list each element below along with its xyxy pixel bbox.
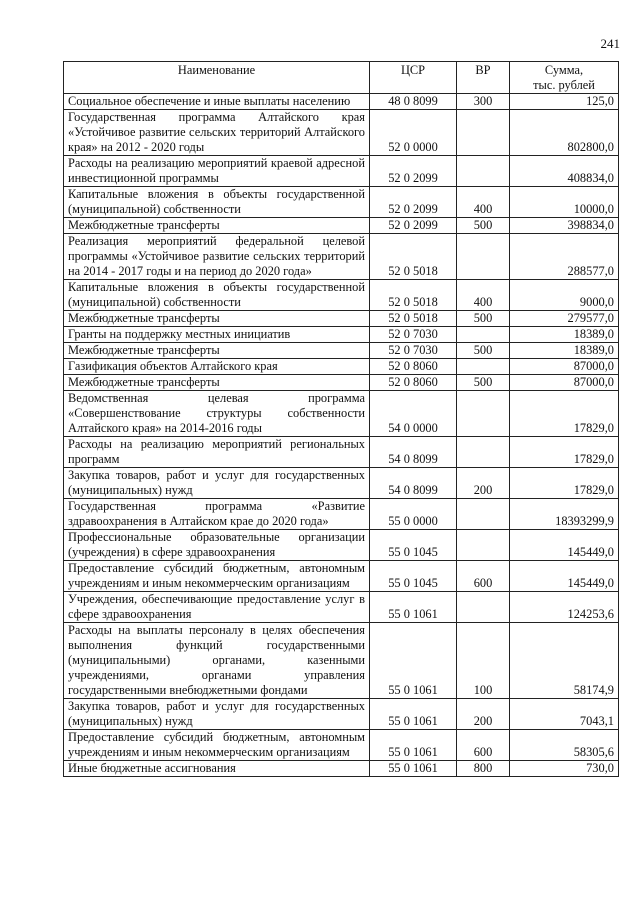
row-csr: 54 0 8099 [370,437,457,468]
row-sum: 730,0 [510,761,619,777]
row-name: Капитальные вложения в объекты государственной (муниципальной) собственности [64,187,370,218]
row-name: Ведомственная целевая программа «Совершенствование структуры собственности Алтайского края» на 2014-2016 годы [64,391,370,437]
table-row [64,311,619,327]
table-row [64,530,619,561]
row-name: Межбюджетные трансферты [64,311,370,327]
row-csr: 54 0 0000 [370,391,457,437]
row-sum: 398834,0 [510,218,619,234]
row-sum: 408834,0 [510,156,619,187]
row-name: Предоставление субсидий бюджетным, автономным учреждениям и иным некоммерческим организациям [64,561,370,592]
table-row [64,234,619,280]
row-sum: 9000,0 [510,280,619,311]
row-name: Капитальные вложения в объекты государственной (муниципальной) собственности [64,280,370,311]
row-name: Гранты на поддержку местных инициатив [64,327,370,343]
row-sum: 124253,6 [510,592,619,623]
row-name: Расходы на реализацию мероприятий краевой адресной инвестиционной программы [64,156,370,187]
row-sum: 58305,6 [510,730,619,761]
table-row [64,327,619,343]
row-name: Межбюджетные трансферты [64,343,370,359]
row-vr: 600 [457,730,510,761]
row-sum: 87000,0 [510,375,619,391]
row-vr: 400 [457,280,510,311]
row-vr [457,592,510,623]
row-vr: 200 [457,699,510,730]
row-csr: 52 0 5018 [370,311,457,327]
row-vr [457,499,510,530]
table-row [64,94,619,110]
row-sum: 7043,1 [510,699,619,730]
row-vr [457,110,510,156]
table-row [64,761,619,777]
header-sum-line2: тыс. рублей [533,78,595,92]
row-vr [457,437,510,468]
row-vr [457,530,510,561]
row-csr: 55 0 1061 [370,730,457,761]
row-sum: 17829,0 [510,391,619,437]
row-sum: 18393299,9 [510,499,619,530]
header-csr: ЦСР [370,62,457,94]
row-csr: 52 0 2099 [370,156,457,187]
table-header-row [64,62,619,94]
row-vr [457,156,510,187]
row-sum: 279577,0 [510,311,619,327]
row-csr: 52 0 2099 [370,187,457,218]
row-name: Предоставление субсидий бюджетным, автономным учреждениям и иным некоммерческим организациям [64,730,370,761]
table-row [64,280,619,311]
row-csr: 52 0 7030 [370,343,457,359]
table-body [64,94,619,777]
row-sum: 288577,0 [510,234,619,280]
row-sum: 58174,9 [510,623,619,699]
row-csr: 55 0 1045 [370,561,457,592]
row-sum: 10000,0 [510,187,619,218]
header-sum-line1: Сумма, [544,63,584,77]
table-row [64,187,619,218]
row-sum: 18389,0 [510,327,619,343]
table-row [64,156,619,187]
table-row [64,623,619,699]
table-row [64,391,619,437]
page-number: 241 [600,36,620,51]
row-csr: 55 0 1061 [370,699,457,730]
row-sum: 17829,0 [510,468,619,499]
row-vr: 500 [457,311,510,327]
row-csr: 55 0 1061 [370,592,457,623]
row-vr [457,234,510,280]
table-row [64,110,619,156]
row-name: Реализация мероприятий федеральной целевой программы «Устойчивое развитие сельских территорий на 2014 - 2017 годы и на период до 2020 года» [64,234,370,280]
row-vr: 500 [457,375,510,391]
header-sum [510,62,619,94]
row-csr: 52 0 5018 [370,280,457,311]
row-name: Газификация объектов Алтайского края [64,359,370,375]
row-name: Профессиональные образовательные организации (учреждения) в сфере здравоохранения [64,530,370,561]
row-csr: 55 0 1061 [370,761,457,777]
table-row [64,699,619,730]
table-row [64,218,619,234]
row-vr: 500 [457,218,510,234]
row-vr: 100 [457,623,510,699]
row-sum: 17829,0 [510,437,619,468]
row-sum: 18389,0 [510,343,619,359]
table-row [64,468,619,499]
row-csr: 54 0 8099 [370,468,457,499]
row-name: Закупка товаров, работ и услуг для государственных (муниципальных) нужд [64,468,370,499]
header-vr: ВР [457,62,510,94]
table-row [64,592,619,623]
row-csr: 55 0 1045 [370,530,457,561]
table-row [64,561,619,592]
row-vr: 500 [457,343,510,359]
row-csr: 52 0 8060 [370,359,457,375]
row-name: Закупка товаров, работ и услуг для государственных (муниципальных) нужд [64,699,370,730]
row-csr: 52 0 8060 [370,375,457,391]
row-vr: 200 [457,468,510,499]
row-sum: 802800,0 [510,110,619,156]
row-csr: 55 0 0000 [370,499,457,530]
row-csr: 52 0 0000 [370,110,457,156]
row-vr: 400 [457,187,510,218]
row-sum: 145449,0 [510,530,619,561]
row-vr [457,327,510,343]
row-csr: 52 0 5018 [370,234,457,280]
row-name: Расходы на выплаты персоналу в целях обеспечения выполнения функций государственными (муниципальными) органами, казенными учреждениями, органами управления государственными внебюджетными фондами [64,623,370,699]
row-vr [457,391,510,437]
table-row [64,499,619,530]
table-row [64,730,619,761]
row-vr: 600 [457,561,510,592]
row-sum: 87000,0 [510,359,619,375]
row-name: Учреждения, обеспечивающие предоставление услуг в сфере здравоохранения [64,592,370,623]
row-name: Иные бюджетные ассигнования [64,761,370,777]
row-vr: 800 [457,761,510,777]
row-vr: 300 [457,94,510,110]
row-csr: 48 0 8099 [370,94,457,110]
table-row [64,375,619,391]
row-csr: 52 0 2099 [370,218,457,234]
row-sum: 145449,0 [510,561,619,592]
row-name: Расходы на реализацию мероприятий региональных программ [64,437,370,468]
row-name: Государственная программа «Развитие здравоохранения в Алтайском крае до 2020 года» [64,499,370,530]
row-name: Государственная программа Алтайского края «Устойчивое развитие сельских территорий Алтайского края» на 2012 - 2020 годы [64,110,370,156]
row-sum: 125,0 [510,94,619,110]
table-row [64,359,619,375]
row-vr [457,359,510,375]
row-csr: 55 0 1061 [370,623,457,699]
table-row [64,437,619,468]
row-name: Межбюджетные трансферты [64,375,370,391]
row-name: Межбюджетные трансферты [64,218,370,234]
row-csr: 52 0 7030 [370,327,457,343]
header-name: Наименование [64,62,370,94]
budget-table [63,61,619,777]
row-name: Социальное обеспечение и иные выплаты населению [64,94,370,110]
table-row [64,343,619,359]
